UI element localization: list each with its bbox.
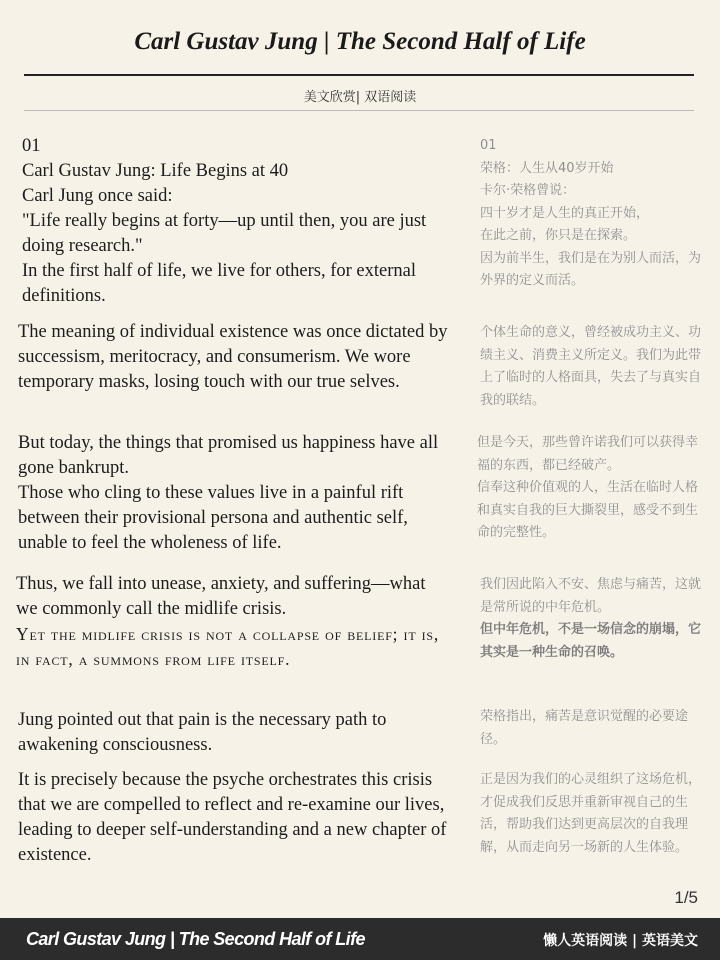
chinese-line: 卡尔·荣格曾说： [480,183,576,198]
chinese-line: 信奉这种价值观的人，生活在临时人格和真实自我的巨大撕裂里，感受不到生命的完整性。 [477,480,699,540]
chinese-paragraph-1 [480,135,706,293]
chinese-line: 01 [480,138,497,153]
english-paragraph-6 [18,768,448,868]
english-line: "Life really begins at forty—up until then, you are just doing research." [22,211,427,256]
chinese-paragraph-2 [480,322,706,412]
english-line: The meaning of individual existence was once dictated by successism, meritocracy, and consumerism. We wore temporary masks, losing touch with our true selves. [18,322,448,392]
english-line: Thus, we fall into unease, anxiety, and suffering—what we commonly call the midlife crisis. [16,574,426,619]
footer-brand: 懒人英语阅读 | 英语美文 [543,933,698,949]
title-divider [24,74,694,76]
english-paragraph-2 [18,320,448,395]
chinese-line: 个体生命的意义，曾经被成功主义、功绩主义、消费主义所定义。我们为此带上了临时的人格面具，失去了与真实自我的联结。 [480,325,702,408]
chinese-paragraph-5 [480,706,706,751]
chinese-line-emphasis: 但中年危机，不是一场信念的崩塌，它其实是一种生命的召唤。 [480,622,702,660]
english-line: It is precisely because the psyche orchestrates this crisis that we are compelled to reflect and re-examine our lives, leading to deeper self-understanding and a new chapter of existence. [18,770,447,865]
chinese-paragraph-3 [477,432,703,545]
english-line: Carl Gustav Jung: Life Begins at 40 [22,161,289,181]
chinese-line: 在此之前，你只是在探索。 [480,228,637,243]
page-number: 1/5 [674,888,698,907]
chinese-line: 正是因为我们的心灵组织了这场危机，才促成我们反思并重新审视自己的生活，帮助我们达到更高层次的自我理解，从而走向另一场新的人生体验。 [480,772,702,855]
chinese-paragraph-6 [480,769,706,859]
page-subtitle: 美文欣赏| 双语阅读 [303,90,417,105]
chinese-line: 荣格：人生从40岁开始 [480,160,614,176]
chinese-line: 但是今天，那些曾许诺我们可以获得幸福的东西，都已经破产。 [477,435,699,473]
subtitle-divider [24,110,694,111]
chinese-line: 荣格指出，痛苦是意识觉醒的必要途径。 [480,709,689,747]
english-line: Carl Jung once said: [22,186,173,206]
english-line: Jung pointed out that pain is the necessary path to awakening consciousness. [18,710,387,755]
chinese-line: 我们因此陷入不安、焦虑与痛苦，这就是常所说的中年危机。 [480,577,702,615]
english-paragraph-1 [22,134,442,309]
chinese-paragraph-4 [480,574,706,664]
chinese-line: 因为前半生，我们是在为别人而活，为外界的定义而活。 [480,250,702,288]
english-paragraph-4 [16,572,446,672]
english-paragraph-5 [18,708,448,758]
english-line: In the first half of life, we live for others, for external definitions. [22,261,417,306]
english-line: But today, the things that promised us happiness have all gone bankrupt. [18,433,439,478]
page-title: Carl Gustav Jung | The Second Half of Life [134,28,586,55]
chinese-line: 四十岁才是人生的真正开始， [480,205,650,221]
footer-bar [0,918,720,960]
english-line-emphasis: Yet the midlife crisis is not a collapse of belief; it is, in fact, a summons from life itself. [16,624,440,669]
english-line: 01 [22,136,41,156]
footer-title: Carl Gustav Jung | The Second Half of Life [26,929,365,949]
english-paragraph-3 [18,431,448,556]
english-line: Those who cling to these values live in a painful rift between their provisional persona and authentic self, unable to feel the wholeness of life. [18,483,408,553]
